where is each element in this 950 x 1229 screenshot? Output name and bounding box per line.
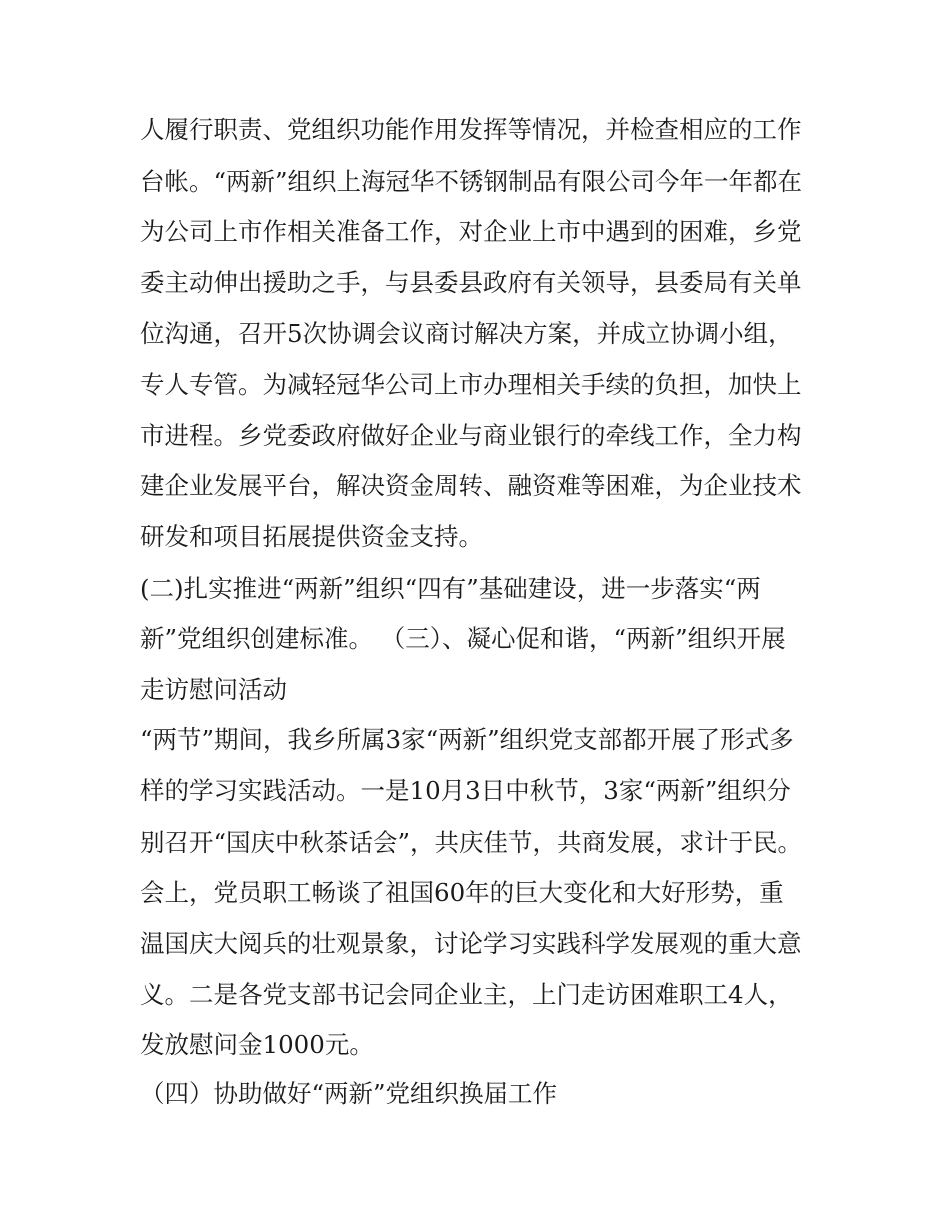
section-heading-line: （四）协助做好“两新”党组织换届工作 (140, 1079, 558, 1108)
body-text-line: 位沟通，召开5次协调会议商讨解决方案，并成立协调小组， (140, 319, 793, 348)
body-text-line: 委主动伸出援助之手，与县委县政府有关领导，县委局有关单 (140, 268, 802, 297)
body-text-line: 台帐。“两新”组织上海冠华不锈钢制品有限公司今年一年都在 (140, 167, 803, 196)
body-text-line: 义。二是各党支部书记会同企业主，上门走访困难职工4人， (140, 980, 793, 1009)
body-text-line: 市进程。乡党委政府做好企业与商业银行的牵线工作，全力构 (140, 421, 802, 450)
body-text-line: 研发和项目拓展提供资金支持。 (140, 522, 483, 551)
body-text-line: 温国庆大阅兵的壮观景象，讨论学习实践科学发展观的重大意 (140, 929, 802, 958)
body-text-line: 建企业发展平台，解决资金周转、融资难等困难，为企业技术 (140, 471, 802, 500)
body-text-line: “两节”期间，我乡所属3家“两新”组织党支部都开展了形式多 (140, 725, 794, 754)
body-text-line: 样的学习实践活动。一是10月3日中秋节，3家“两新”组织分 (140, 776, 791, 805)
body-text-line: 会上，党员职工畅谈了祖国60年的巨大变化和大好形势，重 (140, 878, 784, 907)
body-text-line: 发放慰问金1000元。 (140, 1030, 374, 1059)
section-heading-line: (二)扎实推进“两新”组织“四有”基础建设，进一步落实“两 (140, 574, 761, 603)
body-text-line: 为公司上市作相关准备工作，对企业上市中遇到的困难，乡党 (140, 217, 802, 246)
body-text-line: 别召开“国庆中秋茶话会”，共庆佳节，共商发展，求计于民。 (140, 828, 803, 857)
section-heading-line: 走访慰问活动 (140, 675, 287, 704)
section-heading-line: 新”党组织创建标准。 （三）、凝心促和谐，“两新”组织开展 (140, 624, 786, 653)
body-text-line: 人履行职责、党组织功能作用发挥等情况，并检查相应的工作 (140, 115, 802, 144)
body-text-line: 专人专管。为减轻冠华公司上市办理相关手续的负担，加快上 (140, 370, 802, 399)
